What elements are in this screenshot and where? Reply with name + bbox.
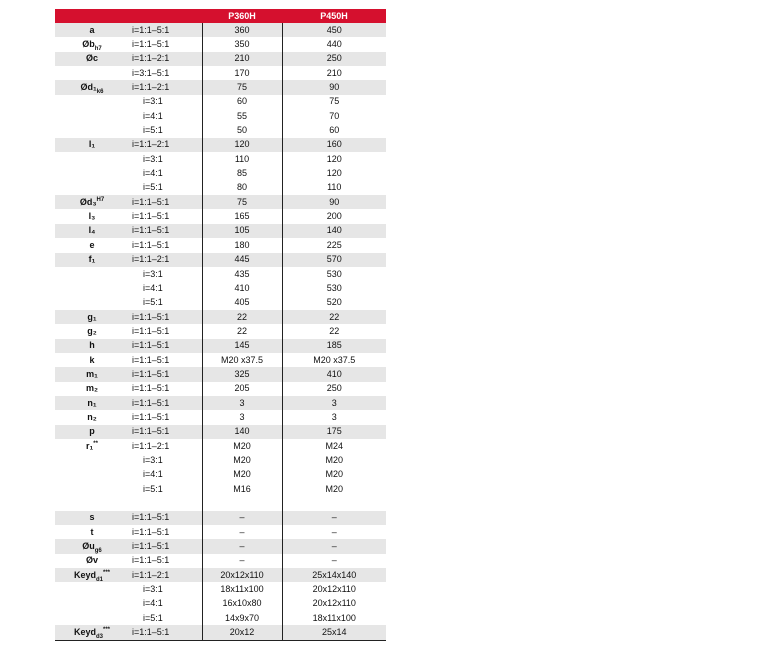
symbol-text: a — [89, 24, 95, 35]
gear-ratio: i=3:1 — [143, 454, 163, 465]
dimension-symbol — [55, 468, 129, 482]
gear-ratio: i=1:1–5:1 — [132, 354, 170, 365]
value-p360h: 22 — [202, 310, 282, 324]
dimension-symbol — [55, 95, 129, 109]
table-row — [55, 396, 386, 410]
value-p450h: 120 — [326, 153, 342, 164]
dimension-symbol — [55, 382, 129, 396]
symbol-text: r₁ — [86, 440, 94, 451]
value-p360h: 75 — [202, 80, 282, 94]
gear-ratio: i=1:1–5:1 — [132, 211, 170, 222]
gear-ratio: i=1:1–5:1 — [129, 511, 202, 525]
table-row — [55, 453, 386, 467]
value-p360h: – — [202, 539, 282, 553]
gear-ratio: i=1:1–5:1 — [129, 625, 202, 640]
table-row — [55, 554, 386, 568]
value-p360h: 210 — [202, 52, 282, 66]
gear-ratio: i=1:1–5:1 — [132, 383, 170, 394]
gear-ratio: i=1:1–5:1 — [129, 23, 202, 37]
value-p450h: 410 — [282, 367, 386, 381]
symbol-text: Keyd — [73, 569, 96, 580]
table-row — [55, 80, 386, 94]
gear-ratio: i=1:1–5:1 — [129, 539, 202, 553]
dimension-symbol — [55, 353, 129, 367]
dimension-symbol — [55, 611, 129, 625]
value-p360h: 445 — [202, 253, 282, 267]
symbol-text: Ød₃ — [79, 196, 97, 207]
value-p360h: 435 — [202, 267, 282, 281]
gear-ratio: i=5:1 — [143, 182, 163, 193]
symbol-text: Øu — [82, 541, 95, 552]
value-p450h: 140 — [282, 224, 386, 238]
empty-cell — [282, 496, 386, 510]
value-p360h: 60 — [202, 95, 282, 109]
table-row — [55, 95, 386, 109]
table-row — [55, 152, 386, 166]
dimension-symbol — [55, 568, 129, 582]
dimension-symbol — [55, 80, 129, 94]
value-p450h: 175 — [282, 425, 386, 439]
value-p360h: 3 — [202, 410, 282, 424]
table-row — [55, 482, 386, 496]
value-p450h: 225 — [326, 239, 342, 250]
dimension-symbol — [55, 253, 129, 267]
value-p360h: 50 — [202, 123, 282, 137]
value-p360h: 145 — [202, 339, 282, 353]
value-p360h: 14x9x70 — [202, 611, 282, 625]
table-row — [55, 37, 386, 51]
value-p450h: 120 — [326, 168, 342, 179]
value-p450h: 210 — [326, 67, 342, 78]
value-p360h: 55 — [202, 109, 282, 123]
dimension-symbol — [55, 181, 129, 195]
table-row — [55, 382, 386, 396]
header-model-p450h: P450H — [282, 9, 386, 23]
dimension-symbol — [55, 396, 129, 410]
dimension-symbol — [55, 296, 129, 310]
value-p450h: – — [282, 539, 386, 553]
value-p360h: M20 — [202, 453, 282, 467]
gear-ratio: i=1:1–2:1 — [132, 440, 170, 451]
gear-ratio: i=1:1–2:1 — [129, 138, 202, 152]
gear-ratio: i=5:1 — [143, 483, 163, 494]
gear-ratio: i=3:1 — [143, 153, 163, 164]
symbol-text: g₁ — [87, 311, 97, 322]
dimension-symbol — [55, 625, 129, 640]
value-p450h: 250 — [282, 52, 386, 66]
header-model-p360h: P360H — [202, 9, 282, 23]
value-p360h: 360 — [202, 23, 282, 37]
dimension-symbol — [55, 281, 129, 295]
value-p450h: 160 — [282, 138, 386, 152]
symbol-subscript: h7 — [94, 45, 102, 52]
value-p360h: – — [202, 554, 282, 568]
gear-ratio: i=1:1–2:1 — [129, 568, 202, 582]
value-p450h: – — [282, 511, 386, 525]
dimension-symbol — [55, 209, 129, 223]
table-row — [55, 625, 386, 640]
header-symbol — [55, 9, 129, 23]
dimension-symbol — [55, 554, 129, 568]
value-p360h: 3 — [202, 396, 282, 410]
table-row-separator — [55, 496, 386, 510]
value-p450h: 90 — [282, 195, 386, 209]
symbol-superscript: *** — [103, 569, 111, 576]
symbol-subscript: g6 — [94, 547, 102, 554]
value-p360h: M16 — [202, 482, 282, 496]
symbol-superscript: H7 — [96, 196, 105, 203]
value-p450h: M24 — [325, 440, 343, 451]
value-p450h: 530 — [326, 282, 342, 293]
header-ratio — [129, 9, 202, 23]
value-p450h: 520 — [326, 297, 342, 308]
table-row — [55, 310, 386, 324]
value-p360h: 165 — [202, 209, 282, 223]
gear-ratio: i=4:1 — [143, 110, 163, 121]
value-p450h: 20x12x110 — [312, 584, 356, 595]
dimension-symbol — [55, 37, 129, 51]
value-p450h: 22 — [329, 325, 340, 336]
table-row — [55, 224, 386, 238]
table-header-row — [55, 9, 386, 23]
value-p450h: – — [331, 526, 337, 537]
value-p360h: 16x10x80 — [202, 597, 282, 611]
value-p450h: 3 — [282, 396, 386, 410]
value-p450h: 570 — [282, 253, 386, 267]
symbol-text: n₁ — [87, 397, 97, 408]
symbol-text: p — [89, 426, 95, 437]
value-p450h: 22 — [282, 310, 386, 324]
gear-ratio: i=1:1–5:1 — [129, 195, 202, 209]
value-p450h: 530 — [326, 268, 342, 279]
table-row — [55, 468, 386, 482]
symbol-text: m₂ — [85, 383, 98, 394]
gear-ratio: i=1:1–2:1 — [129, 80, 202, 94]
dimension-symbol — [55, 52, 129, 66]
gear-ratio: i=3:1–5:1 — [132, 67, 170, 78]
gear-ratio: i=1:1–2:1 — [129, 52, 202, 66]
table-row — [55, 138, 386, 152]
value-p450h: – — [331, 555, 337, 566]
table-row — [55, 439, 386, 453]
value-p450h: 75 — [329, 96, 340, 107]
value-p360h: 20x12x110 — [202, 568, 282, 582]
value-p360h: 350 — [202, 37, 282, 51]
dimension-symbol — [55, 525, 129, 539]
value-p450h: M20 x37.5 — [313, 354, 356, 365]
symbol-text: Øc — [85, 53, 98, 64]
symbol-text: e — [89, 239, 95, 250]
gear-ratio: i=4:1 — [143, 469, 163, 480]
dimension-symbol — [55, 66, 129, 80]
table-row — [55, 238, 386, 252]
value-p450h: 250 — [326, 383, 342, 394]
value-p450h: 200 — [326, 211, 342, 222]
symbol-subscript: d1 — [95, 576, 103, 583]
value-p360h: – — [202, 525, 282, 539]
gear-ratio: i=1:1–5:1 — [132, 411, 170, 422]
gear-ratio: i=5:1 — [143, 612, 163, 623]
symbol-text: Øb — [82, 39, 95, 50]
gear-ratio: i=3:1 — [143, 584, 163, 595]
table-row — [55, 23, 386, 37]
table-row — [55, 511, 386, 525]
value-p450h: 25x14x140 — [282, 568, 386, 582]
value-p450h: 3 — [331, 411, 337, 422]
table-row — [55, 367, 386, 381]
symbol-text: m₁ — [86, 368, 98, 379]
gear-ratio: i=5:1 — [143, 297, 163, 308]
dimension-symbol — [55, 267, 129, 281]
gear-ratio: i=4:1 — [143, 282, 163, 293]
value-p450h: 70 — [329, 110, 340, 121]
symbol-text: Keyd — [73, 627, 96, 638]
value-p450h: 20x12x110 — [312, 598, 356, 609]
table-row — [55, 324, 386, 338]
value-p360h: 140 — [202, 425, 282, 439]
table-row — [55, 209, 386, 223]
symbol-text: l₄ — [88, 225, 96, 236]
symbol-subscript: k6 — [96, 88, 104, 95]
value-p450h: 440 — [326, 39, 342, 50]
table-row — [55, 525, 386, 539]
symbol-subscript: d3 — [95, 633, 103, 640]
gear-ratio: i=1:1–5:1 — [129, 310, 202, 324]
table-row — [55, 539, 386, 553]
value-p360h: M20 — [202, 439, 282, 453]
value-p360h: 18x11x100 — [202, 582, 282, 596]
gear-ratio: i=4:1 — [143, 168, 163, 179]
dimension-symbol — [55, 453, 129, 467]
value-p360h: 170 — [202, 66, 282, 80]
value-p360h: 180 — [202, 238, 282, 252]
table-row — [55, 281, 386, 295]
value-p450h: M20 — [325, 469, 343, 480]
table-row — [55, 66, 386, 80]
table-row — [55, 267, 386, 281]
gear-ratio: i=1:1–5:1 — [129, 224, 202, 238]
gear-ratio: i=1:1–5:1 — [129, 339, 202, 353]
table-row — [55, 339, 386, 353]
table-row — [55, 109, 386, 123]
value-p450h: 25x14 — [282, 625, 386, 640]
symbol-text: Ød₁ — [80, 82, 97, 93]
table-row — [55, 123, 386, 137]
table-row — [55, 353, 386, 367]
symbol-superscript: ** — [93, 440, 98, 447]
dimension-symbol — [55, 439, 129, 453]
value-p360h: 105 — [202, 224, 282, 238]
value-p360h: 80 — [202, 181, 282, 195]
value-p450h: M20 — [325, 483, 343, 494]
gear-ratio: i=4:1 — [143, 598, 163, 609]
dimension-symbol — [55, 324, 129, 338]
symbol-text: Øv — [85, 555, 98, 566]
symbol-text: h — [89, 340, 95, 351]
dimension-symbol — [55, 597, 129, 611]
dimension-symbol — [55, 138, 129, 152]
dimension-symbol — [55, 109, 129, 123]
table-row — [55, 410, 386, 424]
dimension-symbol — [55, 367, 129, 381]
value-p360h: 20x12 — [202, 625, 282, 640]
value-p450h: 450 — [282, 23, 386, 37]
value-p360h: 110 — [202, 152, 282, 166]
value-p450h: 185 — [282, 339, 386, 353]
dimension-symbol — [55, 23, 129, 37]
symbol-text: n₂ — [87, 411, 97, 422]
value-p360h: 120 — [202, 138, 282, 152]
gear-ratio: i=1:1–2:1 — [129, 253, 202, 267]
gear-ratio: i=1:1–5:1 — [129, 367, 202, 381]
value-p450h: 110 — [327, 182, 342, 193]
empty-cell — [55, 496, 129, 510]
gear-ratio: i=3:1 — [143, 96, 163, 107]
gear-ratio: i=1:1–5:1 — [132, 555, 170, 566]
symbol-text: s — [89, 512, 95, 523]
dimension-symbol — [55, 238, 129, 252]
table-row — [55, 166, 386, 180]
symbol-text: l₃ — [88, 211, 96, 222]
value-p360h: – — [202, 511, 282, 525]
dimension-symbol — [55, 152, 129, 166]
dimension-symbol — [55, 224, 129, 238]
table-row — [55, 425, 386, 439]
value-p360h: 205 — [202, 382, 282, 396]
table-row — [55, 611, 386, 625]
value-p450h: M20 — [325, 454, 343, 465]
symbol-text: k — [89, 354, 95, 365]
symbol-text: t — [90, 526, 94, 537]
table-row — [55, 568, 386, 582]
symbol-text: g₂ — [87, 325, 97, 336]
dimension-symbol — [55, 482, 129, 496]
value-p450h: 60 — [329, 125, 340, 136]
gear-ratio: i=5:1 — [143, 125, 163, 136]
value-p360h: 410 — [202, 281, 282, 295]
dimension-symbol — [55, 195, 129, 209]
empty-cell — [129, 496, 202, 510]
gear-ratio: i=3:1 — [143, 268, 163, 279]
gear-ratio: i=1:1–5:1 — [129, 396, 202, 410]
dimension-symbol — [55, 410, 129, 424]
gear-ratio: i=1:1–5:1 — [132, 239, 170, 250]
value-p360h: 85 — [202, 166, 282, 180]
value-p360h: 22 — [202, 324, 282, 338]
table-row — [55, 52, 386, 66]
value-p360h: 405 — [202, 296, 282, 310]
table-row — [55, 253, 386, 267]
empty-cell — [202, 496, 282, 510]
gear-ratio: i=1:1–5:1 — [132, 526, 170, 537]
gear-ratio: i=1:1–5:1 — [132, 325, 170, 336]
table-row — [55, 296, 386, 310]
dimension-symbol — [55, 539, 129, 553]
value-p450h: 90 — [282, 80, 386, 94]
dimension-symbol — [55, 166, 129, 180]
dimension-symbol — [55, 425, 129, 439]
value-p450h: 18x11x100 — [312, 612, 356, 623]
symbol-text: f₁ — [88, 254, 96, 265]
dimension-symbol — [55, 511, 129, 525]
value-p360h: M20 — [202, 468, 282, 482]
symbol-superscript: *** — [103, 627, 111, 634]
dimension-symbol — [55, 123, 129, 137]
table-row — [55, 181, 386, 195]
gear-ratio: i=1:1–5:1 — [129, 425, 202, 439]
dimension-symbol — [55, 339, 129, 353]
dimension-symbol — [55, 310, 129, 324]
gear-ratio: i=1:1–5:1 — [132, 39, 170, 50]
dimension-table — [55, 9, 386, 641]
symbol-text: l₁ — [88, 139, 96, 150]
table-row — [55, 582, 386, 596]
table-row — [55, 195, 386, 209]
table-row — [55, 597, 386, 611]
value-p360h: 325 — [202, 367, 282, 381]
dimension-symbol — [55, 582, 129, 596]
value-p360h: M20 x37.5 — [202, 353, 282, 367]
value-p360h: 75 — [202, 195, 282, 209]
